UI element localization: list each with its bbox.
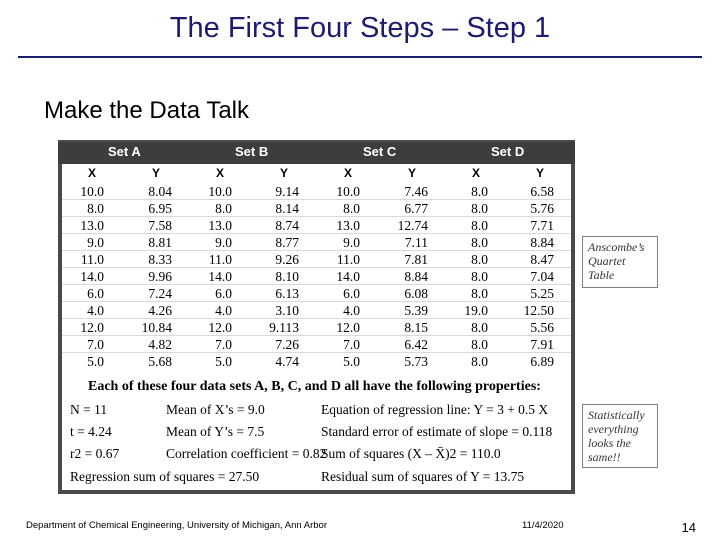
table-cell-x-d: 8.0 <box>471 218 488 233</box>
table-cell-y-d: 6.58 <box>530 184 554 199</box>
col-header-y-a: Y <box>151 166 161 180</box>
table-cell-y-d: 8.84 <box>530 235 554 250</box>
table-cell-x-b: 12.0 <box>208 320 232 335</box>
table-cell-x-d: 8.0 <box>471 286 488 301</box>
prop-regression-line: Equation of regression line: Y = 3 + 0.5 X <box>321 402 549 417</box>
set-d-header: Set D <box>491 144 525 159</box>
table-cell-y-c: 5.39 <box>404 303 428 318</box>
prop-mean-x: Mean of X’s = 9.0 <box>166 402 265 417</box>
table-cell-y-d: 6.89 <box>530 354 554 369</box>
table-cell-y-a: 10.84 <box>141 320 172 335</box>
table-cell-x-c: 14.0 <box>336 269 360 284</box>
table-cell-x-b: 8.0 <box>215 201 232 216</box>
table-cell-y-b: 8.77 <box>275 235 299 250</box>
prop-mean-y: Mean of Y’s = 7.5 <box>166 424 265 439</box>
table-cell-y-d: 5.76 <box>530 201 554 216</box>
prop-sum-squares: Sum of squares (X – X̄)2 = 110.0 <box>321 446 501 461</box>
prop-correlation: Correlation coefficient = 0.82 <box>166 446 327 461</box>
table-cell-x-c: 9.0 <box>343 235 360 250</box>
col-header-y-c: Y <box>407 166 417 180</box>
table-cell-x-c: 13.0 <box>336 218 360 233</box>
col-header-x-b: X <box>215 166 225 180</box>
table-cell-x-d: 8.0 <box>471 201 488 216</box>
table-cell-x-c: 12.0 <box>336 320 360 335</box>
table-cell-y-d: 8.47 <box>530 252 554 267</box>
table-cell-y-b: 7.26 <box>275 337 299 352</box>
table-cell-x-b: 9.0 <box>215 235 232 250</box>
table-cell-y-a: 8.33 <box>148 252 172 267</box>
table-cell-y-d: 7.91 <box>530 337 554 352</box>
table-cell-x-a: 5.0 <box>87 354 104 369</box>
table-cell-y-c: 12.74 <box>397 218 428 233</box>
table-cell-x-d: 8.0 <box>471 184 488 199</box>
prop-t: t = 4.24 <box>70 424 112 439</box>
page-number: 14 <box>681 520 696 535</box>
col-header-x-c: X <box>343 166 353 180</box>
table-cell-x-b: 14.0 <box>208 269 232 284</box>
table-cell-y-a: 4.26 <box>148 303 172 318</box>
table-cell-x-c: 10.0 <box>336 184 360 199</box>
table-cell-y-a: 8.04 <box>148 184 172 199</box>
table-cell-x-d: 8.0 <box>471 337 488 352</box>
table-cell-y-d: 12.50 <box>523 303 554 318</box>
table-cell-y-c: 6.42 <box>404 337 428 352</box>
table-cell-y-c: 8.84 <box>404 269 428 284</box>
footer-department: Department of Chemical Engineering, University of Michigan, Ann Arbor <box>26 520 327 531</box>
table-cell-x-b: 6.0 <box>215 286 232 301</box>
table-cell-x-b: 4.0 <box>215 303 232 318</box>
table-cell-x-a: 11.0 <box>80 252 104 267</box>
table-cell-y-a: 4.82 <box>148 337 172 352</box>
footer-date: 11/4/2020 <box>522 520 564 531</box>
table-cell-x-a: 14.0 <box>80 269 104 284</box>
col-header-x-a: X <box>87 166 97 180</box>
slide-title: The First Four Steps – Step 1 <box>169 12 551 44</box>
table-cell-y-a: 6.95 <box>148 201 172 216</box>
table-cell-y-c: 7.11 <box>404 235 428 250</box>
table-cell-y-b: 8.14 <box>275 201 299 216</box>
table-cell-x-d: 8.0 <box>471 235 488 250</box>
table-cell-x-a: 13.0 <box>80 218 104 233</box>
table-cell-x-b: 13.0 <box>208 218 232 233</box>
prop-residual-ss: Residual sum of squares of Y = 13.75 <box>321 469 525 484</box>
table-cell-y-d: 7.71 <box>530 218 554 233</box>
table-cell-x-d: 8.0 <box>471 354 488 369</box>
table-cell-y-c: 5.73 <box>404 354 428 369</box>
table-cell-y-a: 7.58 <box>148 218 172 233</box>
set-a-header: Set A <box>108 144 141 159</box>
table-cell-x-c: 8.0 <box>343 201 360 216</box>
table-cell-x-a: 6.0 <box>87 286 104 301</box>
table-cell-x-c: 11.0 <box>336 252 360 267</box>
table-cell-x-a: 8.0 <box>87 201 104 216</box>
table-cell-x-c: 5.0 <box>343 354 360 369</box>
quartet-callout: Anscombe’s Quartet Table <box>582 236 658 288</box>
table-cell-y-c: 7.81 <box>404 252 428 267</box>
table-cell-y-c: 6.77 <box>404 201 428 216</box>
table-cell-y-b: 9.113 <box>269 320 299 335</box>
table-cell-y-b: 8.74 <box>275 218 299 233</box>
table-cell-x-b: 7.0 <box>215 337 232 352</box>
table-cell-y-d: 5.25 <box>530 286 554 301</box>
prop-std-error: Standard error of estimate of slope = 0.118 <box>321 424 553 439</box>
col-header-y-b: Y <box>279 166 289 180</box>
table-cell-x-b: 11.0 <box>208 252 232 267</box>
table-cell-y-a: 9.96 <box>148 269 172 284</box>
table-cell-y-b: 9.26 <box>275 252 299 267</box>
table-cell-x-c: 6.0 <box>343 286 360 301</box>
prop-regression-ss: Regression sum of squares = 27.50 <box>70 469 260 484</box>
table-cell-y-b: 9.14 <box>275 184 299 199</box>
table-cell-y-c: 7.46 <box>404 184 428 199</box>
col-header-x-d: X <box>471 166 481 180</box>
table-cell-y-d: 5.56 <box>530 320 554 335</box>
properties-header: Each of these four data sets A, B, C, and D all have the following properties: <box>88 379 541 394</box>
table-cell-x-a: 7.0 <box>87 337 104 352</box>
prop-r2: r2 = 0.67 <box>70 446 120 461</box>
table-cell-y-d: 7.04 <box>530 269 554 284</box>
table-cell-x-a: 4.0 <box>87 303 104 318</box>
col-header-y-d: Y <box>535 166 545 180</box>
table-cell-x-c: 4.0 <box>343 303 360 318</box>
table-cell-y-a: 8.81 <box>148 235 172 250</box>
table-cell-x-c: 7.0 <box>343 337 360 352</box>
slide-subtitle: Make the Data Talk <box>44 97 249 124</box>
table-cell-y-c: 6.08 <box>404 286 428 301</box>
table-cell-y-a: 7.24 <box>148 286 172 301</box>
prop-n: N = 11 <box>70 402 108 417</box>
table-cell-y-c: 8.15 <box>404 320 428 335</box>
table-cell-x-d: 19.0 <box>464 303 488 318</box>
table-cell-y-b: 6.13 <box>275 286 299 301</box>
table-cell-x-a: 9.0 <box>87 235 104 250</box>
set-c-header: Set C <box>363 144 397 159</box>
set-b-header: Set B <box>235 144 269 159</box>
table-cell-x-a: 12.0 <box>80 320 104 335</box>
set-header-bar <box>58 142 575 164</box>
table-cell-y-a: 5.68 <box>148 354 172 369</box>
table-cell-x-b: 5.0 <box>215 354 232 369</box>
title-divider <box>18 56 702 58</box>
table-cell-x-d: 8.0 <box>471 252 488 267</box>
table-cell-y-b: 3.10 <box>275 303 299 318</box>
table-cell-y-b: 8.10 <box>275 269 299 284</box>
table-cell-x-b: 10.0 <box>208 184 232 199</box>
table-cell-x-a: 10.0 <box>80 184 104 199</box>
table-cell-x-d: 8.0 <box>471 320 488 335</box>
statistically-callout: Statistically everything looks the same!! <box>582 404 658 468</box>
table-cell-y-b: 4.74 <box>275 354 299 369</box>
table-cell-x-d: 8.0 <box>471 269 488 284</box>
